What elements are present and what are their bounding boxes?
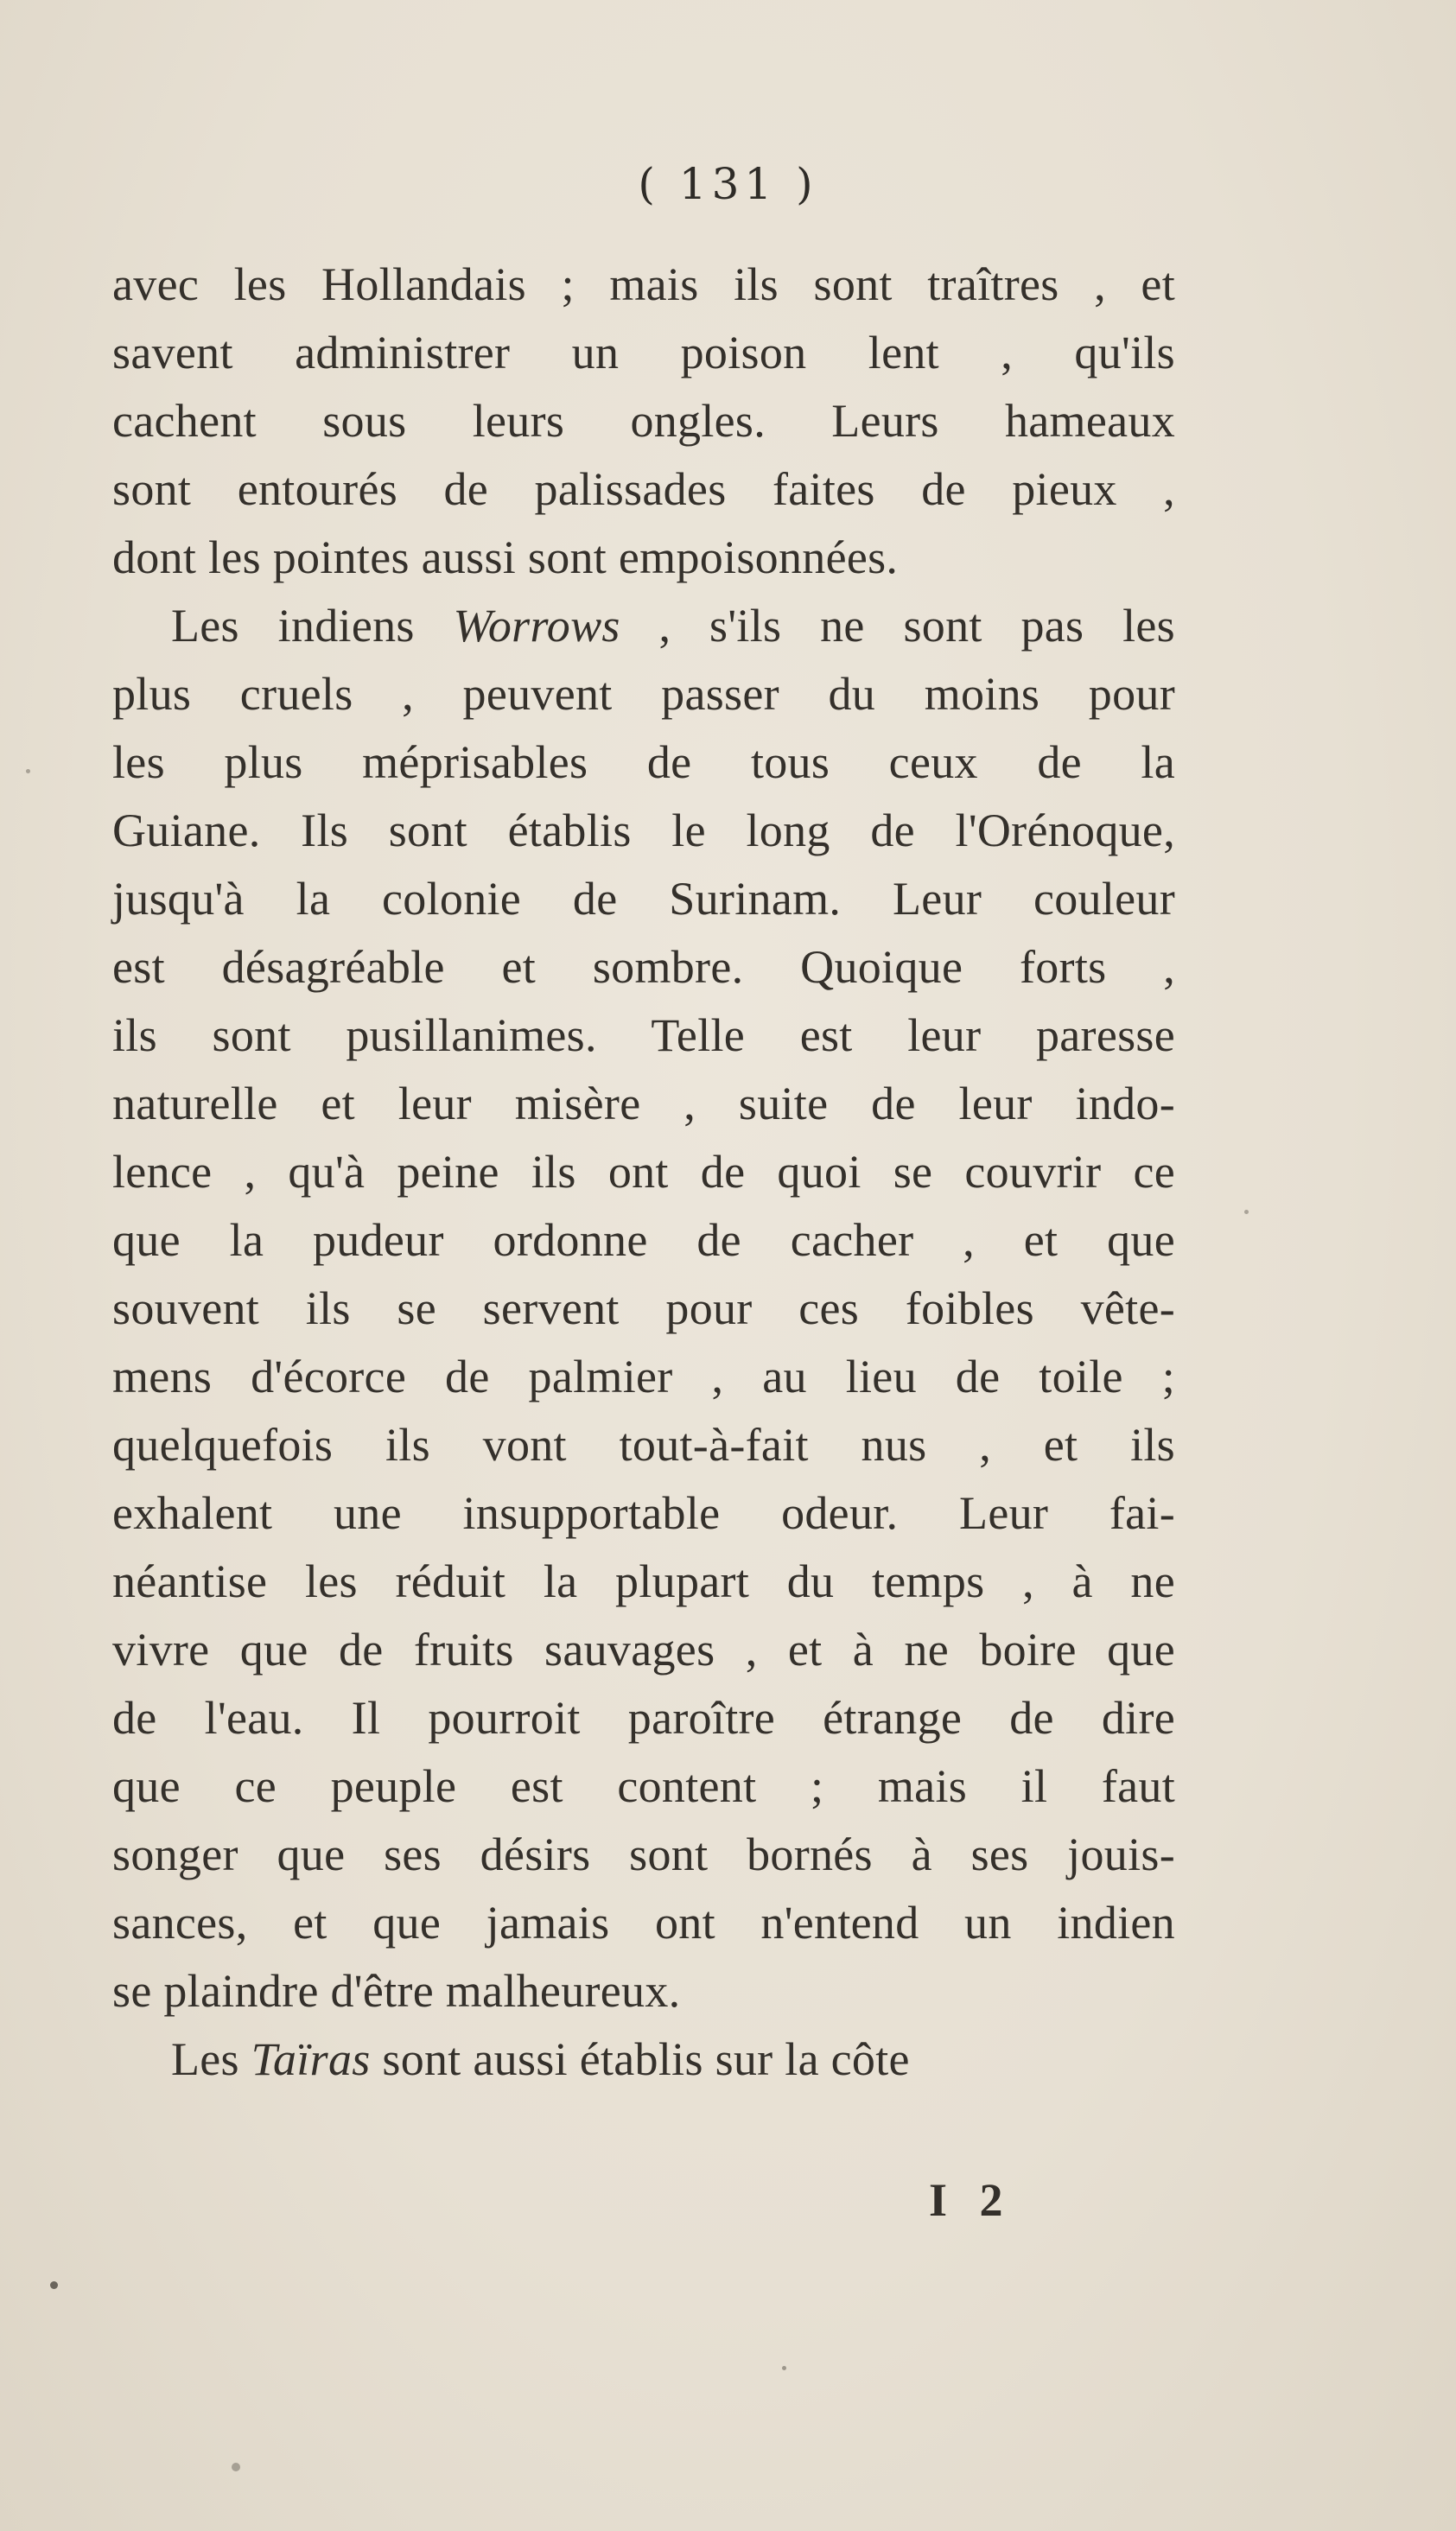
- text-line: vivre que de fruits sauvages , et à ne boire que: [112, 1624, 1175, 1676]
- text-line: songer que ses désirs sont bornés à ses jouis-: [112, 1828, 1175, 1880]
- text-line: néantise les réduit la plupart du temps , à ne: [112, 1555, 1175, 1607]
- paragraph-first-line: Les Taïras sont aussi établis sur la côte: [171, 2033, 910, 2085]
- italic-name: Taïras: [251, 2033, 371, 2085]
- text-line: de l'eau. Il pourroit paroître étrange de dire: [112, 1692, 1175, 1744]
- paragraph-first-line: Les indiens Worrows , s'ils ne sont pas les: [171, 600, 1175, 652]
- text-line: cachent sous leurs ongles. Leurs hameaux: [112, 395, 1175, 447]
- text-line: plus cruels , peuvent passer du moins pour: [112, 668, 1175, 720]
- paper-speck: [782, 2366, 786, 2370]
- paper-speck: [1244, 1210, 1249, 1214]
- signature-mark: I 2: [929, 2174, 1014, 2226]
- text-line: dont les pointes aussi sont empoisonnées.: [112, 531, 899, 583]
- text-line: sances, et que jamais ont n'entend un indien: [112, 1897, 1175, 1949]
- paper-speck: [232, 2463, 240, 2471]
- text-line: que ce peuple est content ; mais il faut: [112, 1760, 1175, 1812]
- text-line: naturelle et leur misère , suite de leur indo-: [112, 1078, 1175, 1129]
- text-line: savent administrer un poison lent , qu'ils: [112, 327, 1175, 378]
- text-line: ils sont pusillanimes. Telle est leur paresse: [112, 1009, 1175, 1061]
- paper-speck: [50, 2281, 58, 2289]
- text-line: se plaindre d'être malheureux.: [112, 1965, 681, 2017]
- text-line: mens d'écorce de palmier , au lieu de toile ;: [112, 1351, 1175, 1402]
- body-text: [112, 251, 1175, 2094]
- italic-name: Worrows: [453, 600, 620, 652]
- paper-speck: [26, 769, 30, 773]
- page-number: ( 131 ): [638, 159, 818, 209]
- text-line: avec les Hollandais ; mais ils sont traîtres , et: [112, 258, 1175, 310]
- text-line: souvent ils se servent pour ces foibles vête-: [112, 1282, 1175, 1334]
- text-line: Guiane. Ils sont établis le long de l'Orénoque,: [112, 804, 1175, 856]
- text-line: quelquefois ils vont tout-à-fait nus , et ils: [112, 1419, 1175, 1471]
- text-line: les plus méprisables de tous ceux de la: [112, 736, 1175, 788]
- text-line: lence , qu'à peine ils ont de quoi se couvrir ce: [112, 1146, 1175, 1198]
- text-line: est désagréable et sombre. Quoique forts ,: [112, 941, 1175, 993]
- text-line: exhalent une insupportable odeur. Leur fai-: [112, 1487, 1175, 1539]
- text-line: que la pudeur ordonne de cacher , et que: [112, 1214, 1175, 1266]
- text-line: sont entourés de palissades faites de pieux ,: [112, 463, 1175, 515]
- text-line: jusqu'à la colonie de Surinam. Leur couleur: [112, 873, 1175, 925]
